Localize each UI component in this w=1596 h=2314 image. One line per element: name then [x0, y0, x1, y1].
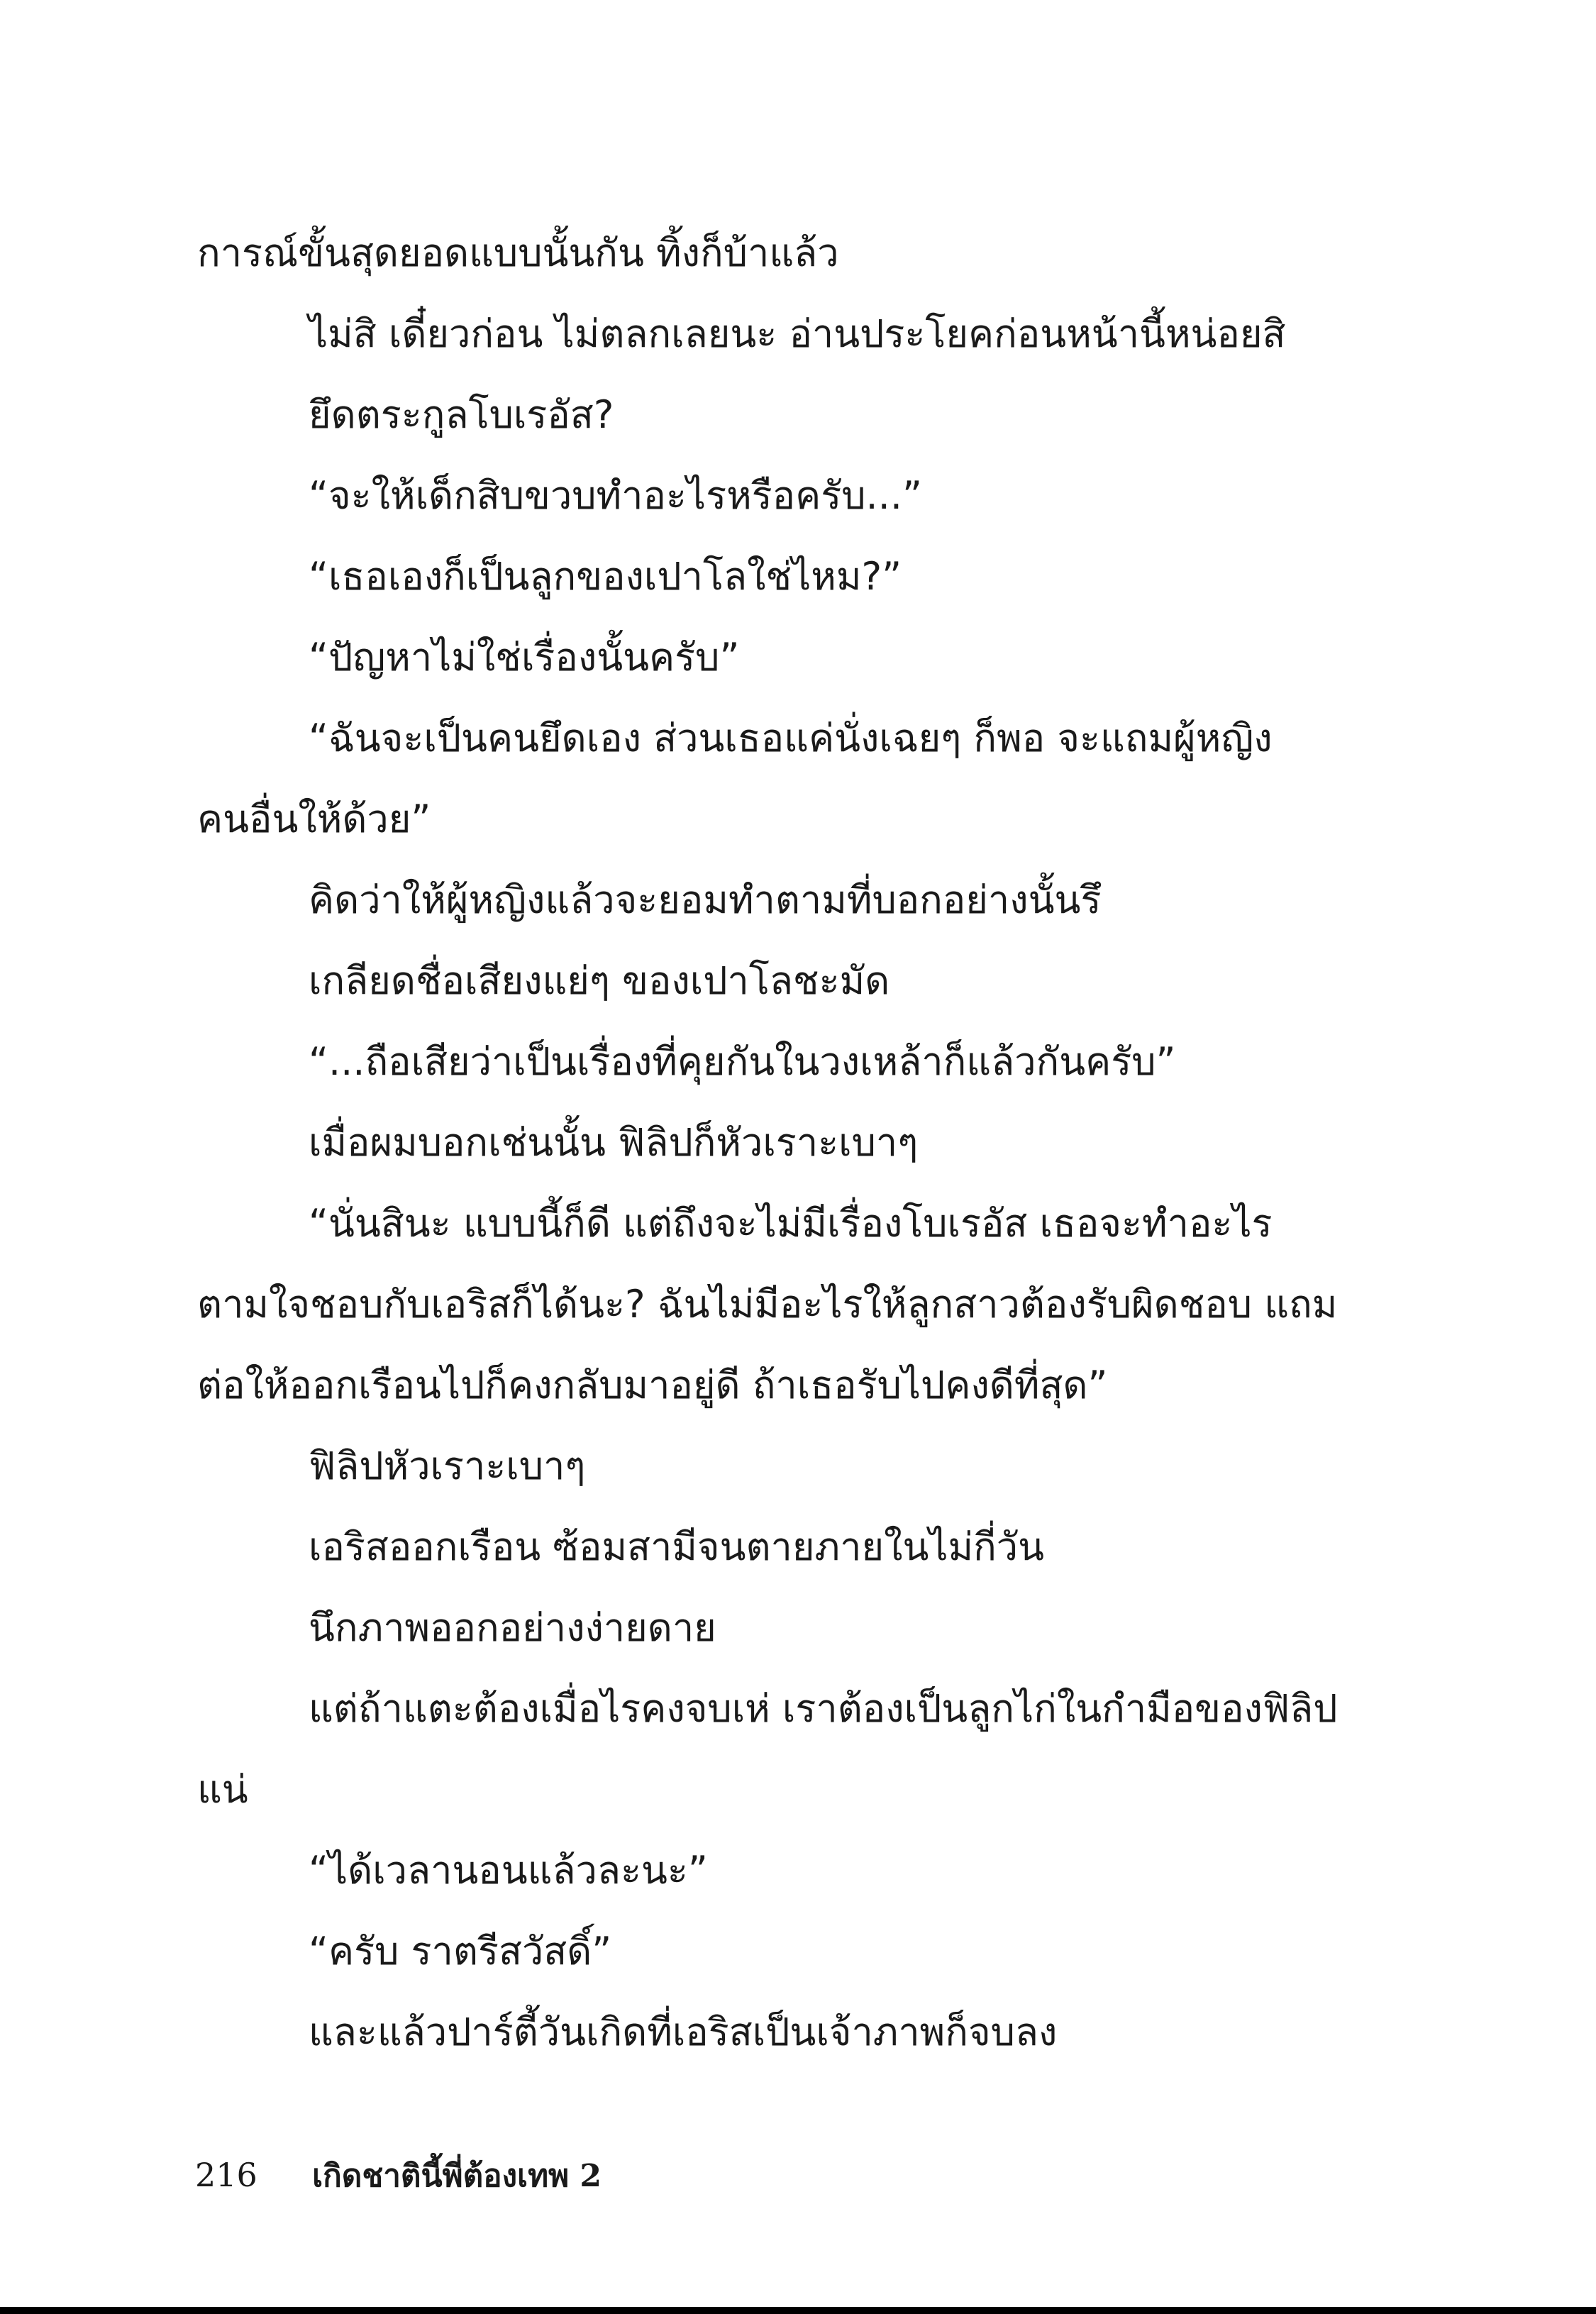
text-line: และแล้วปาร์ตี้วันเกิดที่เอริสเป็นเจ้าภาพก็จบลง — [309, 2010, 1058, 2054]
running-title: เกิดชาตินี้พี่ต้องเทพ 2 — [312, 2158, 602, 2194]
text-line: คนอื่นให้ด้วย” — [197, 797, 431, 841]
text-line: เอริสออกเรือน ซ้อมสามีจนตายภายในไม่กี่วัน — [309, 1524, 1045, 1569]
text-line: แน่ — [197, 1767, 248, 1812]
text-line: “ปัญหาไม่ใช่เรื่องนั้นครับ” — [309, 635, 740, 680]
text-line: “ครับ ราตรีสวัสดิ์” — [309, 1929, 612, 1973]
text-line: ตามใจชอบกับเอริสก็ได้นะ? ฉันไม่มีอะไรให้ลูกสาวต้องรับผิดชอบ แถม — [197, 1282, 1338, 1327]
text-line: เมื่อผมบอกเช่นนั้น ฟิลิปก็หัวเราะเบาๆ — [309, 1120, 919, 1165]
body-text — [197, 213, 1338, 2073]
text-line: ต่อให้ออกเรือนไปก็คงกลับมาอยู่ดี ถ้าเธอรับไปคงดีที่สุด” — [197, 1363, 1108, 1407]
text-line: ฟิลิปหัวเราะเบาๆ — [309, 1444, 586, 1488]
text-line: “ฉันจะเป็นคนยึดเอง ส่วนเธอแค่นั่งเฉยๆ ก็พอ จะแถมผู้หญิง — [309, 716, 1273, 760]
text-line: “เธอเองก็เป็นลูกของเปาโลใช่ไหม?” — [309, 554, 902, 599]
text-line: นึกภาพออกอย่างง่ายดาย — [309, 1605, 716, 1650]
text-line: เกลียดชื่อเสียงแย่ๆ ของเปาโลชะมัด — [309, 958, 890, 1003]
text-line: แต่ถ้าแตะต้องเมื่อไรคงจบเห่ เราต้องเป็นลูกไก่ในกำมือของฟิลิป — [309, 1686, 1338, 1731]
text-line: “ได้เวลานอนแล้วละนะ” — [309, 1848, 708, 1893]
text-line: ไม่สิ เดี๋ยวก่อน ไม่ตลกเลยนะ อ่านประโยคก่อนหน้านี้หน่อยสิ — [309, 311, 1286, 356]
page-footer — [195, 2147, 602, 2203]
text-line: “...ถือเสียว่าเป็นเรื่องที่คุยกันในวงเหล้าก็แล้วกันครับ” — [309, 1039, 1176, 1084]
bottom-border — [0, 2307, 1596, 2314]
text-line: คิดว่าให้ผู้หญิงแล้วจะยอมทำตามที่บอกอย่างนั้นรึ — [309, 878, 1102, 922]
text-line: การณ์ขั้นสุดยอดแบบนั้นกัน ทิ้งก็บ้าแล้ว — [197, 231, 839, 275]
page-number: 216 — [195, 2156, 257, 2194]
text-line: ยึดตระกูลโบเรอัส? — [309, 392, 614, 437]
text-line: “นั่นสินะ แบบนี้ก็ดี แต่ถึงจะไม่มีเรื่องโบเรอัส เธอจะทำอะไร — [309, 1201, 1273, 1246]
text-line: “จะให้เด็กสิบขวบทำอะไรหรือครับ...” — [309, 473, 922, 518]
